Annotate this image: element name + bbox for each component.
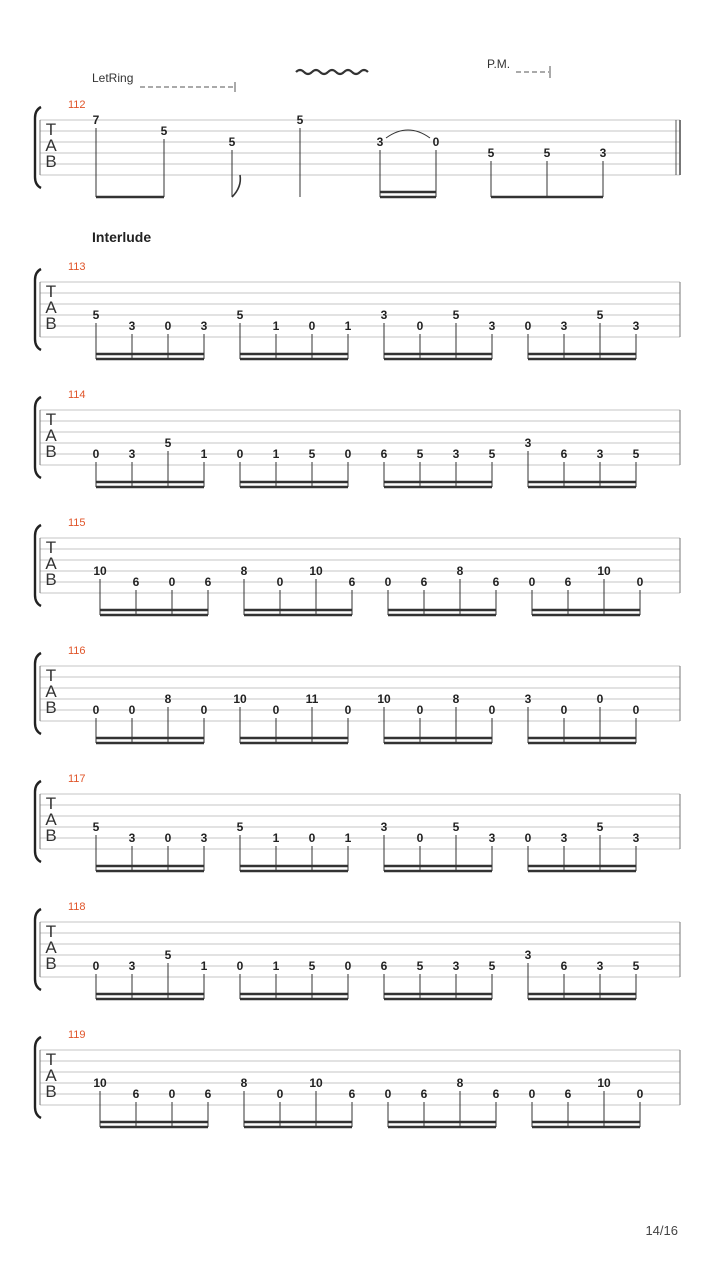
fret-number: 5: [164, 436, 172, 450]
fret-number: 10: [597, 1076, 611, 1090]
fret-number: 5: [543, 146, 551, 160]
fret-number: 1: [344, 831, 352, 845]
fret-number: 3: [200, 319, 208, 333]
fret-number: 6: [204, 1087, 212, 1101]
fret-number: 1: [344, 319, 352, 333]
fret-number: 3: [488, 319, 496, 333]
tab-clef-letter: T: [45, 120, 57, 139]
fret-number: 3: [560, 319, 568, 333]
fret-number: 8: [240, 564, 248, 578]
fret-number: 0: [416, 703, 424, 717]
fret-number: 0: [344, 447, 352, 461]
fret-number: 5: [308, 959, 316, 973]
bar-number: 114: [68, 389, 86, 401]
fret-number: 0: [236, 959, 244, 973]
fret-number: 10: [93, 1076, 107, 1090]
fret-number: 0: [276, 1087, 284, 1101]
fret-number: 0: [488, 703, 496, 717]
fret-number: 6: [564, 1087, 572, 1101]
fret-number: 3: [632, 831, 640, 845]
fret-number: 3: [524, 436, 532, 450]
fret-number: 3: [632, 319, 640, 333]
fret-number: 8: [240, 1076, 248, 1090]
tab-clef-letter: A: [45, 1066, 57, 1085]
tab-clef-letter: A: [45, 426, 57, 445]
tab-system: [35, 1029, 680, 1127]
fret-number: 5: [487, 146, 495, 160]
tab-clef-letter: A: [45, 682, 57, 701]
fret-number: 8: [452, 692, 460, 706]
fret-number: 6: [420, 575, 428, 589]
fret-number: 6: [560, 447, 568, 461]
bar-number: 112: [68, 99, 86, 111]
fret-number: 0: [632, 703, 640, 717]
fret-number: 6: [564, 575, 572, 589]
fret-number: 5: [632, 447, 640, 461]
fret-number: 0: [344, 703, 352, 717]
fret-number: 5: [416, 959, 424, 973]
tab-system: [35, 389, 680, 487]
tab-clef-letter: B: [45, 954, 57, 973]
fret-number: 0: [528, 575, 536, 589]
fret-number: 1: [272, 831, 280, 845]
tab-clef-letter: B: [45, 826, 57, 845]
fret-number: 5: [416, 447, 424, 461]
tab-systems: [35, 99, 680, 1127]
fret-number: 3: [524, 948, 532, 962]
fret-number: 10: [93, 564, 107, 578]
fret-number: 10: [377, 692, 391, 706]
tab-clef-letter: B: [45, 314, 57, 333]
fret-number: 10: [233, 692, 247, 706]
fret-number: 3: [452, 959, 460, 973]
fret-number: 3: [200, 831, 208, 845]
fret-number: 3: [488, 831, 496, 845]
fret-number: 5: [632, 959, 640, 973]
fret-number: 10: [597, 564, 611, 578]
tab-clef-letter: A: [45, 554, 57, 573]
let-ring-label: LetRing: [92, 71, 134, 85]
tab-clef-letter: T: [45, 538, 57, 557]
tab-system: [35, 517, 680, 615]
fret-number: 1: [200, 959, 208, 973]
fret-number: 0: [528, 1087, 536, 1101]
fret-number: 5: [308, 447, 316, 461]
fret-number: 6: [132, 1087, 140, 1101]
fret-number: 0: [236, 447, 244, 461]
fret-number: 1: [272, 319, 280, 333]
fret-number: 3: [128, 959, 136, 973]
fret-number: 11: [305, 692, 319, 706]
fret-number: 8: [164, 692, 172, 706]
vibrato-icon: [296, 70, 368, 74]
tab-system: [35, 99, 680, 197]
fret-number: 0: [432, 135, 440, 149]
fret-number: 0: [344, 959, 352, 973]
fret-number: 0: [560, 703, 568, 717]
fret-number: 0: [128, 703, 136, 717]
fret-number: 1: [272, 959, 280, 973]
fret-number: 5: [164, 948, 172, 962]
fret-number: 0: [416, 319, 424, 333]
fret-number: 6: [560, 959, 568, 973]
fret-number: 7: [92, 113, 100, 127]
fret-number: 0: [200, 703, 208, 717]
fret-number: 0: [164, 319, 172, 333]
tab-clef-letter: A: [45, 938, 57, 957]
fret-number: 5: [596, 820, 604, 834]
fret-number: 10: [309, 564, 323, 578]
fret-number: 3: [596, 447, 604, 461]
fret-number: 0: [168, 1087, 176, 1101]
bar-number: 118: [68, 901, 86, 913]
bar-number: 113: [68, 261, 86, 273]
fret-number: 5: [452, 820, 460, 834]
fret-number: 0: [308, 319, 316, 333]
tab-system: [35, 645, 680, 743]
fret-number: 3: [380, 308, 388, 322]
bar-number: 117: [68, 773, 86, 785]
fret-number: 0: [168, 575, 176, 589]
fret-number: 6: [380, 959, 388, 973]
note-flag: [232, 175, 240, 197]
fret-number: 6: [492, 1087, 500, 1101]
fret-number: 0: [92, 959, 100, 973]
tab-clef-letter: T: [45, 794, 57, 813]
fret-number: 3: [524, 692, 532, 706]
fret-number: 0: [416, 831, 424, 845]
fret-number: 0: [636, 575, 644, 589]
fret-number: 6: [420, 1087, 428, 1101]
tab-clef-letter: A: [45, 298, 57, 317]
fret-number: 5: [228, 135, 236, 149]
fret-number: 8: [456, 1076, 464, 1090]
fret-number: 5: [296, 113, 304, 127]
fret-number: 0: [596, 692, 604, 706]
tab-system: [35, 261, 680, 359]
tab-clef-letter: A: [45, 810, 57, 829]
fret-number: 0: [92, 703, 100, 717]
fret-number: 3: [128, 447, 136, 461]
tab-clef-letter: A: [45, 136, 57, 155]
fret-number: 6: [492, 575, 500, 589]
palm-mute-label: P.M.: [487, 57, 511, 71]
fret-number: 6: [204, 575, 212, 589]
fret-number: 0: [384, 1087, 392, 1101]
fret-number: 5: [160, 124, 168, 138]
tab-clef-letter: B: [45, 152, 57, 171]
tab-clef-letter: T: [45, 666, 57, 685]
fret-number: 10: [309, 1076, 323, 1090]
fret-number: 6: [348, 575, 356, 589]
fret-number: 0: [164, 831, 172, 845]
tab-clef-letter: T: [45, 1050, 57, 1069]
fret-number: 0: [524, 319, 532, 333]
tab-clef-letter: T: [45, 922, 57, 941]
fret-number: 3: [128, 831, 136, 845]
section-label: Interlude: [92, 229, 152, 245]
fret-number: 8: [456, 564, 464, 578]
fret-number: 6: [132, 575, 140, 589]
fret-number: 5: [236, 820, 244, 834]
tab-clef-letter: B: [45, 570, 57, 589]
fret-number: 6: [380, 447, 388, 461]
fret-number: 1: [200, 447, 208, 461]
bar-number: 116: [68, 645, 86, 657]
fret-number: 3: [596, 959, 604, 973]
fret-number: 6: [348, 1087, 356, 1101]
fret-number: 5: [596, 308, 604, 322]
tab-clef-letter: T: [45, 282, 57, 301]
bar-number: 115: [68, 517, 86, 529]
page-number: 14/16: [645, 1223, 678, 1238]
tab-clef-letter: B: [45, 442, 57, 461]
fret-number: 5: [488, 959, 496, 973]
fret-number: 5: [236, 308, 244, 322]
bar-number: 119: [68, 1029, 86, 1041]
tab-clef-letter: T: [45, 410, 57, 429]
fret-number: 3: [128, 319, 136, 333]
fret-number: 0: [636, 1087, 644, 1101]
tab-clef-letter: B: [45, 698, 57, 717]
fret-number: 3: [376, 135, 384, 149]
fret-number: 5: [92, 820, 100, 834]
fret-number: 0: [92, 447, 100, 461]
tab-system: [35, 901, 680, 999]
fret-number: 3: [599, 146, 607, 160]
tab-system: [35, 773, 680, 871]
fret-number: 5: [452, 308, 460, 322]
fret-number: 0: [524, 831, 532, 845]
fret-number: 1: [272, 447, 280, 461]
fret-number: 0: [384, 575, 392, 589]
tab-clef-letter: B: [45, 1082, 57, 1101]
fret-number: 0: [308, 831, 316, 845]
fret-number: 0: [272, 703, 280, 717]
fret-number: 3: [452, 447, 460, 461]
fret-number: 5: [488, 447, 496, 461]
fret-number: 3: [380, 820, 388, 834]
fret-number: 0: [276, 575, 284, 589]
fret-number: 3: [560, 831, 568, 845]
fret-number: 5: [92, 308, 100, 322]
